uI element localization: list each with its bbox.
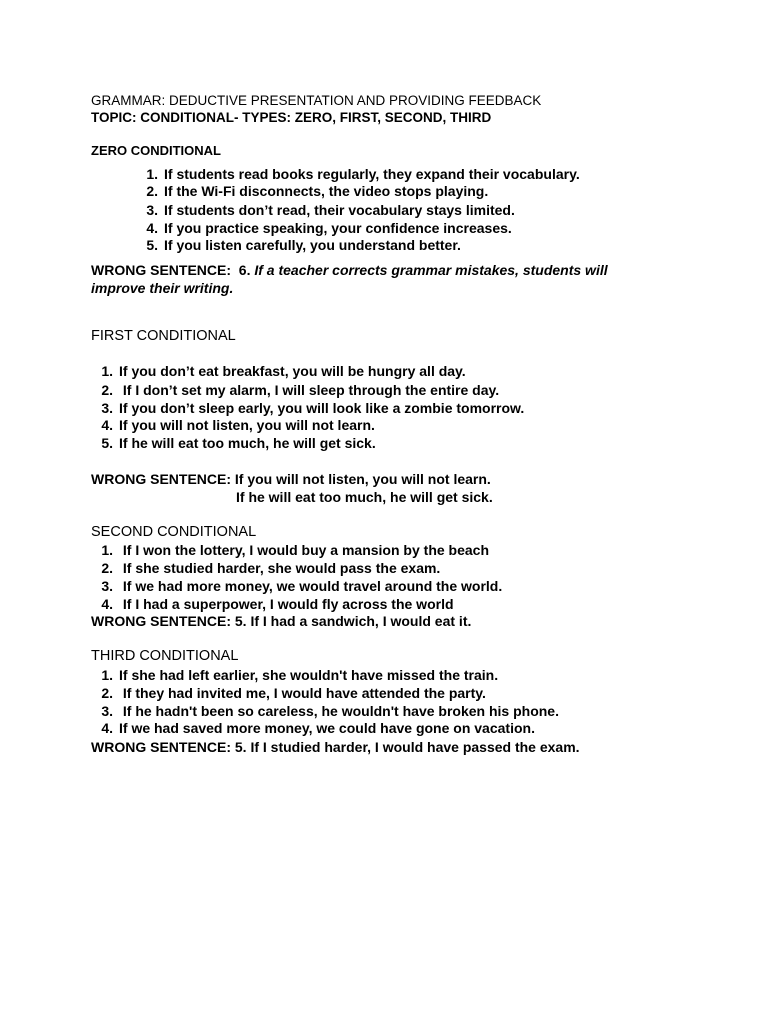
first-conditional-heading: FIRST CONDITIONAL [91,328,236,344]
list-item [91,543,489,557]
list-text: If we had more money, we would travel around the world. [122,578,503,594]
wrong-sentence-second: WRONG SENTENCE: 5. If I had a sandwich, I would eat it. [91,613,472,629]
list-number: 4. [146,220,158,236]
wrong-sentence-text-continued: improve their writing. [91,280,234,296]
list-number: 3. [146,202,158,218]
list-item [91,561,440,575]
list-text: If you practice speaking, your confidence increases. [164,220,512,236]
list-item [91,704,559,718]
list-number: 4. [101,417,113,433]
list-number: 3. [101,400,113,416]
list-number: 2. [101,560,113,576]
list-number: 2. [146,183,158,199]
list-item [91,401,524,415]
wrong-sentence-text: If a teacher corrects grammar mistakes, students will [254,262,608,278]
wrong-sentence-label: WRONG SENTENCE: [91,262,231,278]
list-number: 5. [101,435,113,451]
list-text: If she had left earlier, she wouldn't have missed the train. [119,667,499,683]
list-text: If students read books regularly, they expand their vocabulary. [164,166,580,182]
wrong-sentence-third: WRONG SENTENCE: 5. If I studied harder, I would have passed the exam. [91,739,580,755]
list-item [91,418,375,432]
list-number: 3. [101,703,113,719]
list-number: 1. [101,667,113,683]
wrong-sentence-first: WRONG SENTENCE: If you will not listen, you will not learn. [91,471,491,487]
list-text: If you don’t eat breakfast, you will be hungry all day. [119,363,466,379]
list-number: 1. [101,363,113,379]
list-text: If I won the lottery, I would buy a mansion by the beach [122,542,490,558]
list-number: 5. [146,237,158,253]
wrong-sentence-number: 6. [238,262,251,278]
list-number: 1. [101,542,113,558]
list-number: 3. [101,578,113,594]
list-text: If we had saved more money, we could have gone on vacation. [119,720,535,736]
third-conditional-heading: THIRD CONDITIONAL [91,648,239,664]
list-item [91,668,498,682]
list-text: If I don’t set my alarm, I will sleep through the entire day. [119,382,500,398]
wrong-sentence-first-continued: If he will eat too much, he will get sick. [236,489,493,505]
list-item [91,597,454,611]
list-text: If she studied harder, she would pass the exam. [122,560,441,576]
document-topic: TOPIC: CONDITIONAL- TYPES: ZERO, FIRST, SECOND, THIRD [91,110,492,125]
list-number: 2. [101,382,113,398]
list-item [91,383,499,397]
list-item [91,686,486,700]
document-title: GRAMMAR: DEDUCTIVE PRESENTATION AND PROVIDING FEEDBACK [91,93,542,108]
list-number: 4. [101,720,113,736]
wrong-sentence-zero [91,263,608,277]
list-item [91,436,376,450]
list-text: If they had invited me, I would have attended the party. [119,685,486,701]
list-text: If you listen carefully, you understand better. [164,237,461,253]
list-text: If the Wi-Fi disconnects, the video stops playing. [164,183,489,199]
list-text: If you don’t sleep early, you will look like a zombie tomorrow. [119,400,525,416]
list-item [91,579,502,593]
zero-conditional-heading: ZERO CONDITIONAL [91,143,221,158]
list-number: 4. [101,596,113,612]
list-item [136,167,580,181]
list-item [136,203,515,217]
list-item [136,184,488,198]
list-number: 1. [146,166,158,182]
list-text: If he hadn't been so careless, he wouldn't have broken his phone. [119,703,559,719]
list-item [136,221,512,235]
list-text: If students don’t read, their vocabulary stays limited. [164,202,515,218]
second-conditional-heading: SECOND CONDITIONAL [91,524,257,540]
list-text: If I had a superpower, I would fly across the world [122,596,454,612]
list-item [136,238,461,252]
list-text: If he will eat too much, he will get sick. [119,435,376,451]
list-item [91,721,535,735]
list-text: If you will not listen, you will not learn. [119,417,375,433]
list-number: 2. [101,685,113,701]
list-item [91,364,466,378]
